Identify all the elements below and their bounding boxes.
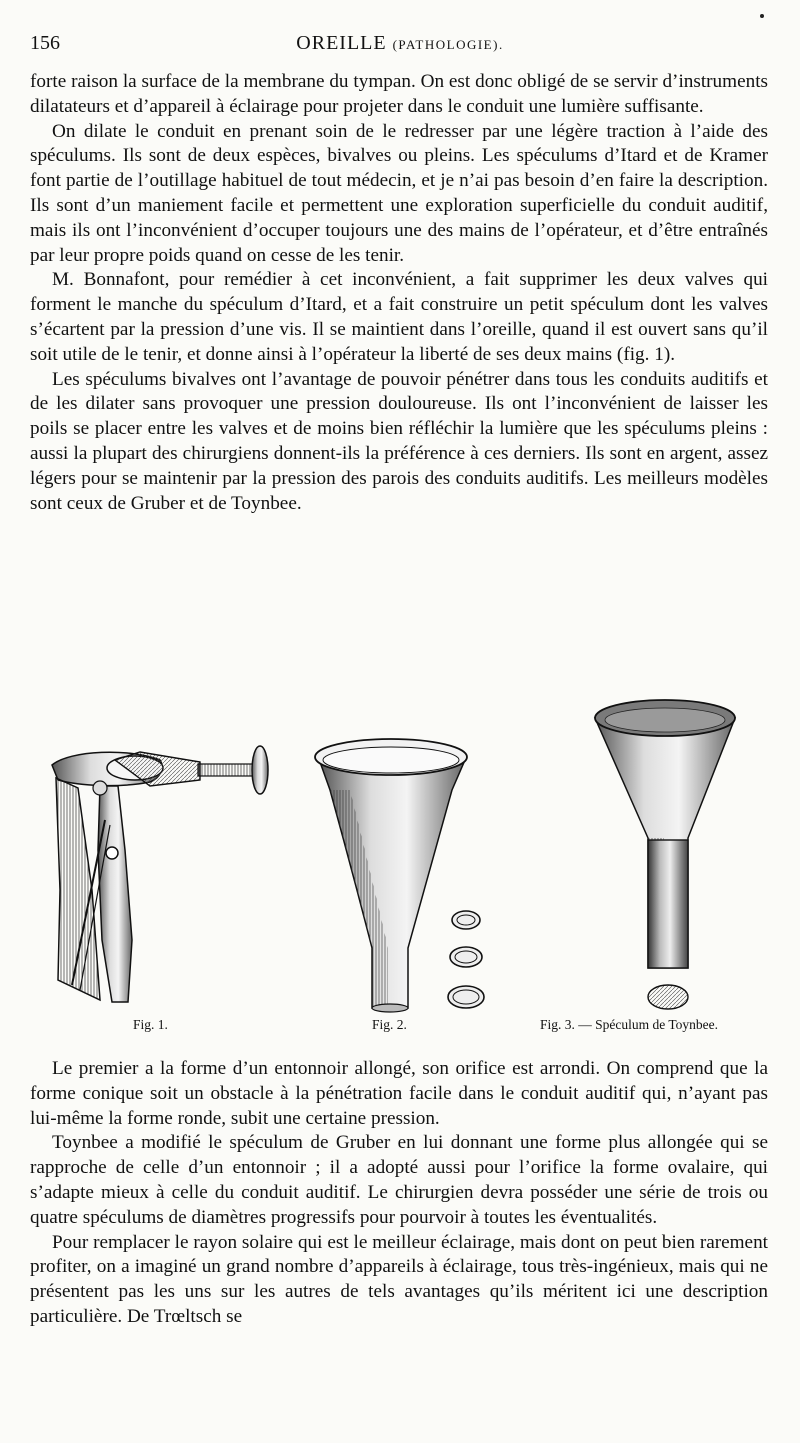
page-number: 156 (30, 32, 60, 54)
engravings (0, 690, 800, 1050)
paragraph: forte raison la surface de la membrane du tympan. On est donc obligé de se servir d’instruments dilatateurs et d’appareil à éclairage pour projeter dans le conduit une lumière suffisante. (30, 71, 768, 117)
running-title-sub: (PATHOLOGIE). (392, 37, 504, 52)
text-block-bottom (30, 1057, 768, 1330)
funnel-speculum-illustration (315, 739, 484, 1012)
figure-3-caption: Fig. 3. — Spéculum de Toynbee. (540, 1017, 719, 1032)
bivalve-speculum-illustration (52, 746, 268, 1002)
running-title (30, 32, 770, 55)
running-title-main: OREILLE (296, 32, 387, 54)
paragraph: Toynbee a modifié le spéculum de Gruber en lui donnant une forme plus allongée qui se rapproche de celle d’un entonnoir ; il a adopté aussi pour l’orifice la forme ovalaire, qui s’adapte mieux à celle du conduit auditif. Le chirurgien devra posséder une série de trois ou quatre spéculums de diamètres progressifs pour pourvoir à toutes les éventualités. (30, 1132, 768, 1228)
figures-region (0, 690, 800, 1050)
toynbee-speculum-illustration (595, 700, 735, 1009)
paragraph: On dilate le conduit en prenant soin de le redresser par une légère traction à l’aide des spéculums. Ils sont de deux espèces, bivalves ou pleins. Les spéculums d’Itard et de Kramer font partie de l’outillage habituel de tout médecin, et je n’ai pas besoin d’en faire la description. Ils sont d’un maniement facile et permettent une exploration superficielle du conduit auditif, mais ils ont l’inconvénient d’occuper toujours une des mains de l’opérateur, et d’être entraînés par leur propre poids quand on cesse de les tenir. (30, 120, 768, 266)
paragraph: Le premier a la forme d’un entonnoir allongé, son orifice est arrondi. On comprend que la forme conique soit un obstacle à la pénétration facile dans le conduit auditif qui, n’ayant pas lui-même la forme ronde, subit une certaine pression. (30, 1058, 768, 1129)
running-header (30, 30, 770, 60)
paragraph: Pour remplacer le rayon solaire qui est le meilleur éclairage, mais dont on peut bien rarement profiter, on a imaginé un grand nombre d’appareils à éclairage, tous très-ingénieux, mais qui ne présentent pas les uns sur les autres de tels avantages qu’ils méritent ici une description particulière. De Trœltsch se (30, 1231, 768, 1327)
paragraph: Les spéculums bivalves ont l’avantage de pouvoir pénétrer dans tous les conduits auditifs et de les dilater sans provoquer une pression douloureuse. Ils ont l’inconvénient de laisser les poils se placer entre les valves et de moins bien réfléchir la lumière que les spéculums pleins : aussi la plupart des chirurgiens donnent-ils la préférence à ces derniers. Ils sont en argent, assez légers pour se maintenir par la pression des parois des conduits auditifs. Les meilleurs modèles sont ceux de Gruber et de Toynbee. (30, 368, 768, 514)
figure-2-caption: Fig. 2. (372, 1017, 407, 1032)
paragraph: M. Bonnafont, pour remédier à cet inconvénient, a fait supprimer les deux valves qui forment le manche du spéculum d’Itard, et a fait construire un petit spéculum dont les valves s’écartent par la pression d’une vis. Il se maintient dans l’oreille, quand il est ouvert sans qu’il soit utile de le tenir, et donne ainsi à l’opérateur la liberté de ses deux mains (fig. 1). (30, 269, 768, 365)
text-block-top (30, 70, 768, 516)
ink-dot (760, 14, 764, 18)
figure-1-caption: Fig. 1. (133, 1017, 168, 1032)
